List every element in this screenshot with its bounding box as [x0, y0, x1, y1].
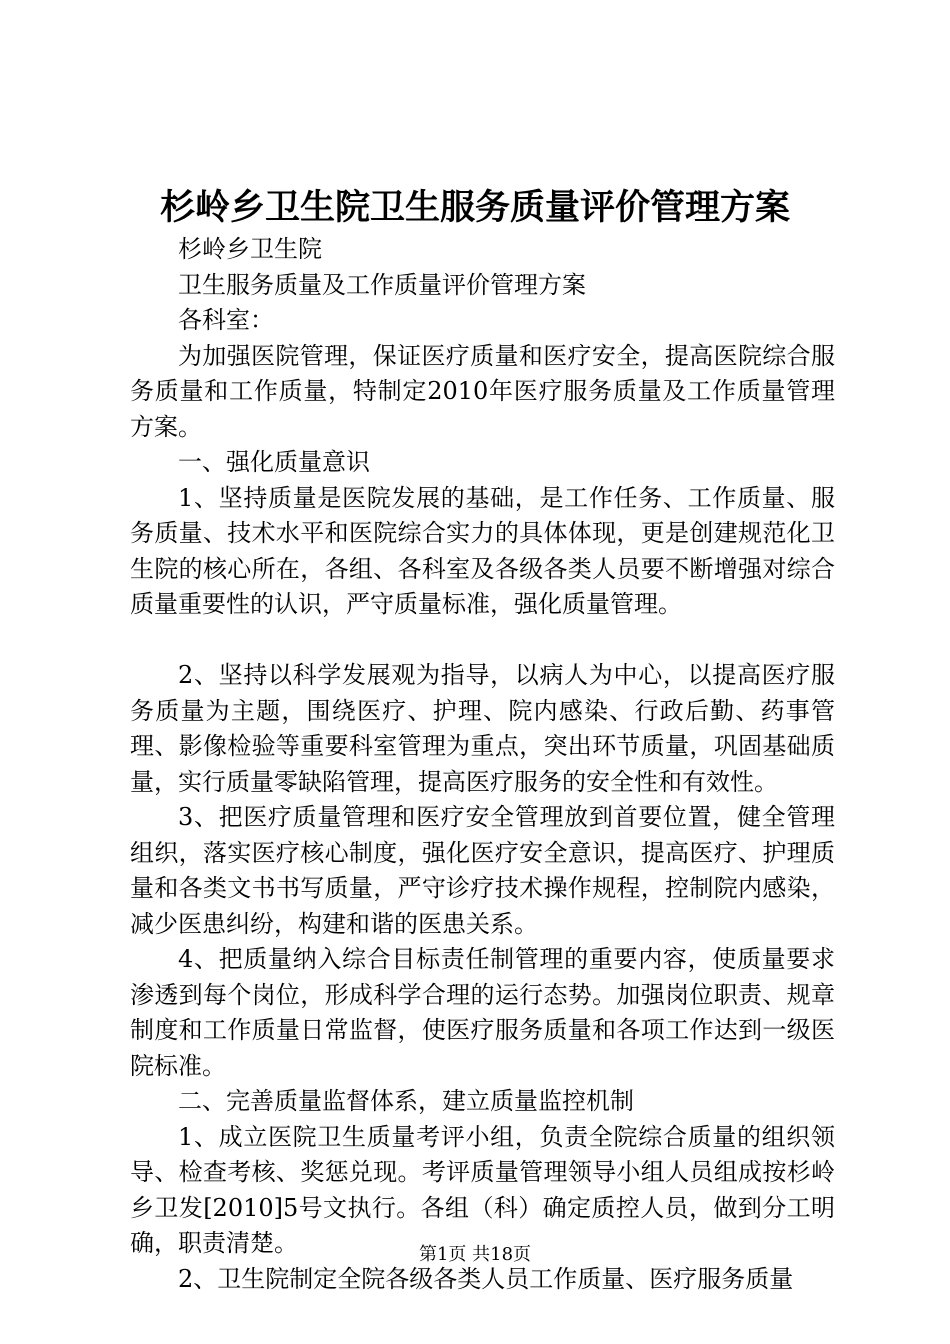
- section-heading-2: 二、完善质量监督体系，建立质量监控机制: [178, 1087, 634, 1115]
- document-body: [130, 232, 835, 1297]
- page-number-footer: 第1页 共18页: [418, 1244, 532, 1265]
- section-heading-1: 一、强化质量意识: [178, 448, 370, 476]
- section-1-item-4: 4、把质量纳入综合目标责任制管理的重要内容，使质量要求渗透到每个岗位，形成科学合理的运行态势。加强岗位职责、规章制度和工作质量日常监督，使医疗服务质量和各项工作达到一级医院标准。: [130, 945, 835, 1080]
- section-1-item-1: 1、坚持质量是医院发展的基础，是工作任务、工作质量、服务质量、技术水平和医院综合实力的具体体现，更是创建规范化卫生院的核心所在，各组、各科室及各级各类人员要不断增强对综合质量重要性的认识，严守质量标准，强化质量管理。: [130, 483, 835, 618]
- section-1-item-3: 3、把医疗质量管理和医疗安全管理放到首要位置，健全管理组织，落实医疗核心制度，强化医疗安全意识，提高医疗、护理质量和各类文书书写质量，严守诊疗技术操作规程，控制院内感染，减少医患纠纷，构建和谐的医患关系。: [130, 803, 835, 938]
- section-2-item-2: 2、卫生院制定全院各级各类人员工作质量、医疗服务质量: [178, 1264, 794, 1293]
- intro-paragraph: 为加强医院管理，保证医疗质量和医疗安全，提高医院综合服务质量和工作质量，特制定2010年医疗服务质量及工作质量管理方案。: [130, 341, 835, 441]
- section-1-item-2: 2、坚持以科学发展观为指导，以病人为中心，以提高医疗服务质量为主题，围绕医疗、护理、院内感染、行政后勤、药事管理、影像检验等重要科室管理为重点，突出环节质量，巩固基础质量，实行质量零缺陷管理，提高医疗服务的安全性和有效性。: [130, 661, 835, 796]
- hospital-name-line: 杉岭乡卫生院: [178, 235, 322, 263]
- salutation-line: 各科室：: [178, 306, 274, 334]
- plan-name-line: 卫生服务质量及工作质量评价管理方案: [178, 270, 586, 299]
- section-2-item-1: 1、成立医院卫生质量考评小组，负责全院综合质量的组织领导、检查考核、奖惩兑现。考评质量管理领导小组人员组成按杉岭乡卫发[2010]5号文执行。各组（科）确定质控人员，做到分工明确，职责清楚。: [130, 1122, 835, 1257]
- document-title: 杉岭乡卫生院卫生服务质量评价管理方案: [159, 187, 790, 228]
